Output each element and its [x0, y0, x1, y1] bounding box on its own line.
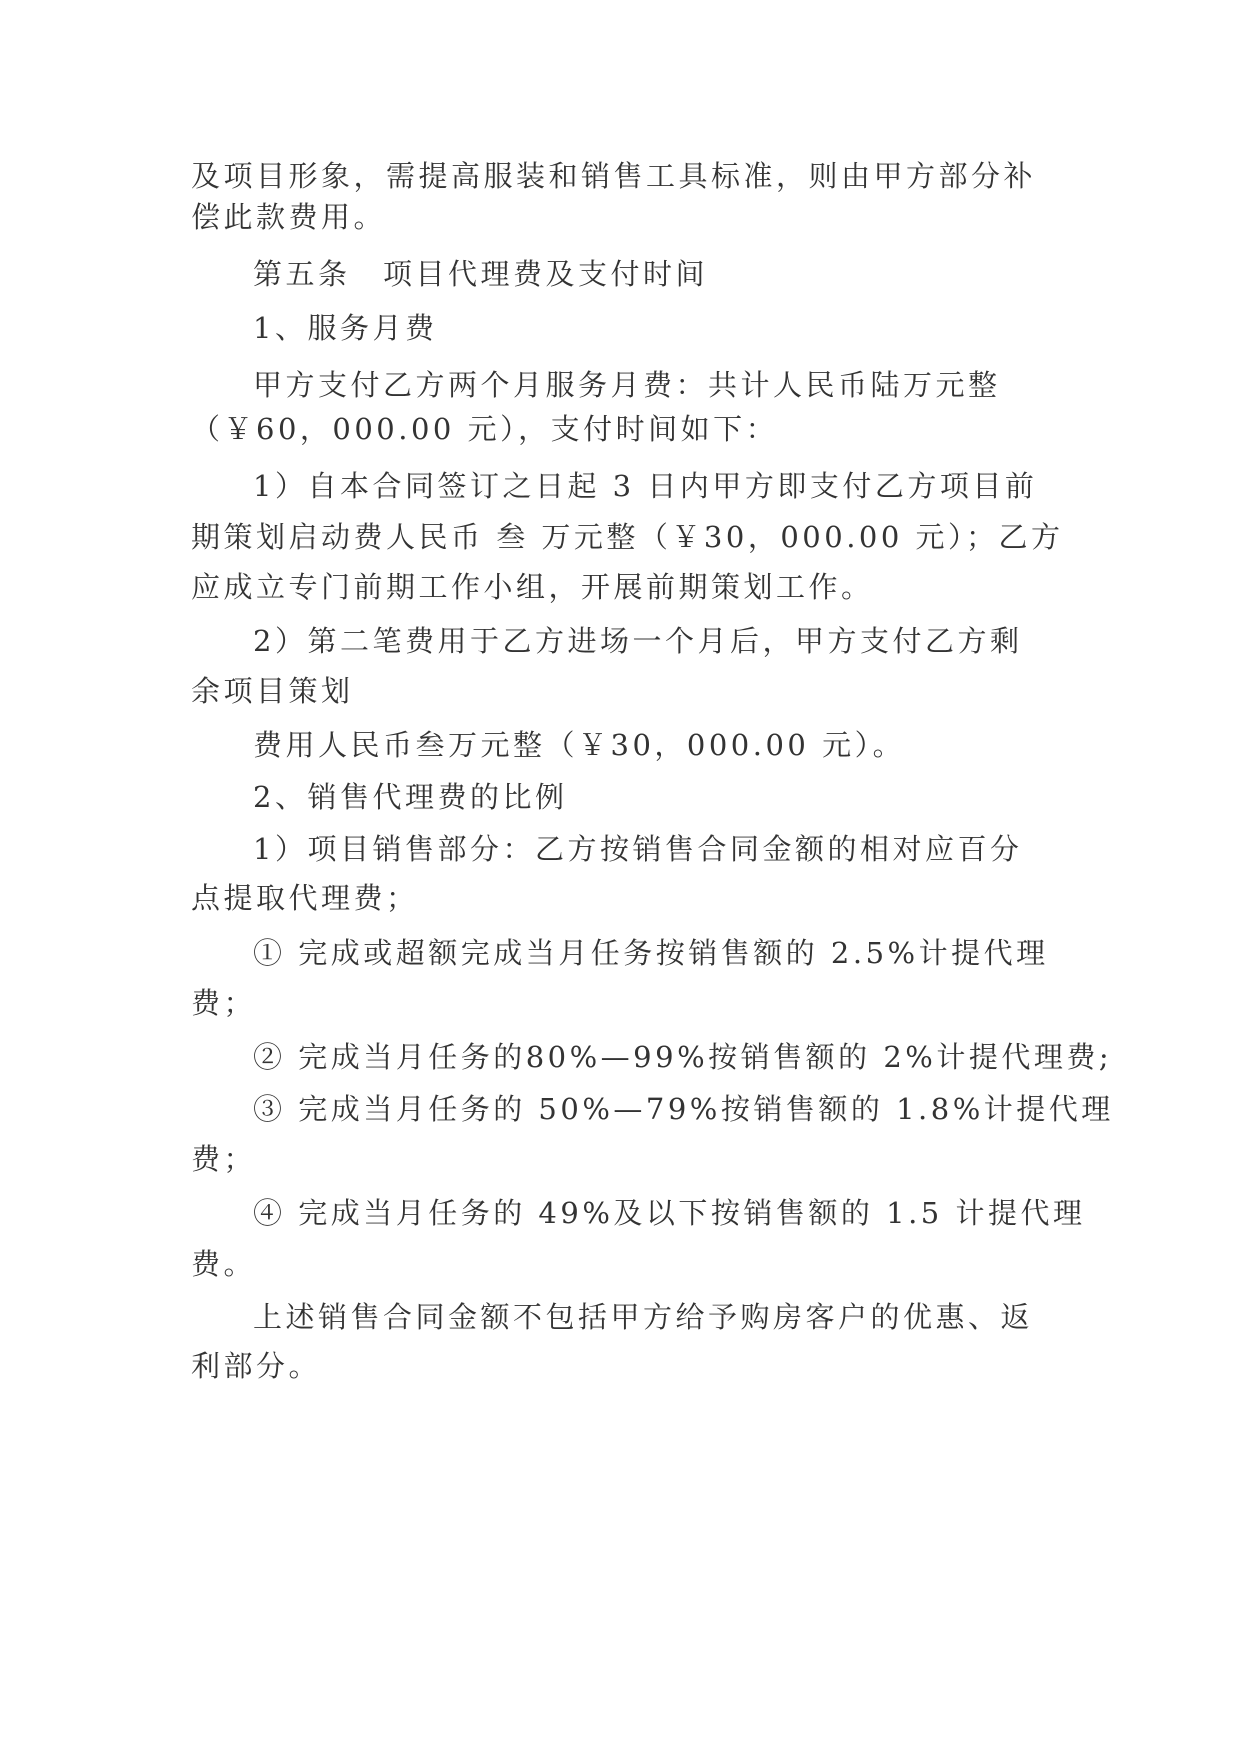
text-line: 甲方支付乙方两个月服务月费：共计人民币陆万元整: [253, 368, 1001, 402]
text-line: 1）自本合同签订之日起 3 日内甲方即支付乙方项目前: [253, 469, 1038, 503]
text-line: 偿此款费用。: [191, 200, 387, 234]
text-line: 点提取代理费；: [191, 881, 419, 915]
text-line: 2）第二笔费用于乙方进场一个月后，甲方支付乙方剩: [253, 624, 1023, 658]
text-line: 费。: [191, 1247, 257, 1281]
subsection-heading: 1、服务月费: [253, 311, 438, 345]
list-item: ① 完成或超额完成当月任务按销售额的 2.5%计提代理: [253, 936, 1049, 970]
text-line: 应成立专门前期工作小组，开展前期策划工作。: [191, 570, 874, 604]
section-heading: 第五条 项目代理费及支付时间: [253, 257, 709, 291]
text-line: 及项目形象，需提高服装和销售工具标准，则由甲方部分补: [191, 159, 1037, 193]
text-line: 上述销售合同金额不包括甲方给予购房客户的优惠、返: [253, 1300, 1034, 1334]
list-item: ④ 完成当月任务的 49%及以下按销售额的 1.5 计提代理: [253, 1196, 1086, 1230]
subsection-heading: 2、销售代理费的比例: [253, 780, 568, 814]
list-item: ③ 完成当月任务的 50%—79%按销售额的 1.8%计提代理: [253, 1092, 1114, 1126]
text-line: 余项目策划: [191, 674, 354, 708]
text-line: 利部分。: [191, 1349, 322, 1383]
text-line: 期策划启动费人民币 叁 万元整（￥30，000.00 元）；乙方: [191, 520, 1064, 554]
text-line: 费用人民币叁万元整（￥30，000.00 元）。: [253, 728, 906, 762]
text-line: （￥60，000.00 元），支付时间如下：: [191, 412, 779, 446]
text-line: 1）项目销售部分：乙方按销售合同金额的相对应百分: [253, 832, 1023, 866]
text-line: 费；: [191, 1142, 257, 1176]
list-item: ② 完成当月任务的80%—99%按销售额的 2%计提代理费;: [253, 1040, 1113, 1074]
text-line: 费；: [191, 986, 257, 1020]
